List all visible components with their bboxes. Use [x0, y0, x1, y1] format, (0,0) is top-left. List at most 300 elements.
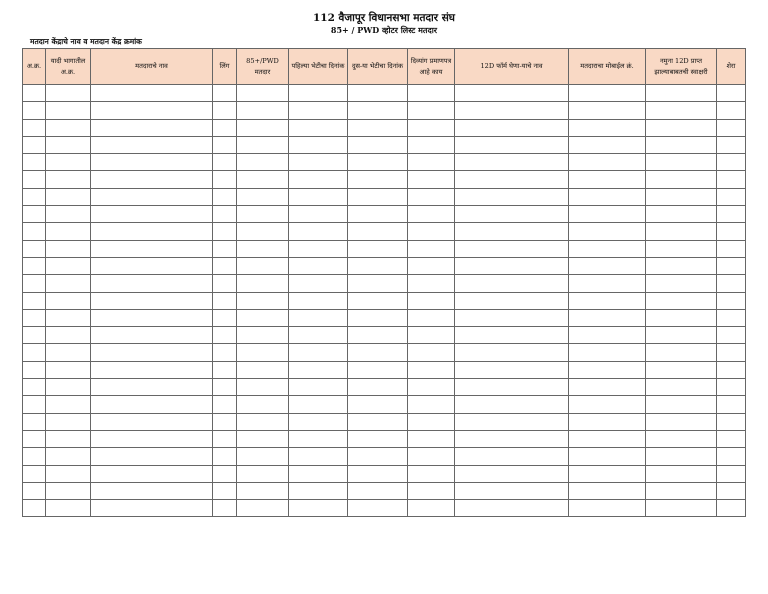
table-cell[interactable]	[289, 465, 348, 482]
table-cell[interactable]	[237, 275, 289, 292]
table-cell[interactable]	[213, 223, 237, 240]
table-cell[interactable]	[23, 257, 46, 274]
table-cell[interactable]	[348, 413, 408, 430]
table-cell[interactable]	[91, 223, 213, 240]
table-cell[interactable]	[717, 448, 746, 465]
table-cell[interactable]	[46, 136, 91, 153]
table-cell[interactable]	[237, 171, 289, 188]
table-cell[interactable]	[289, 154, 348, 171]
table-cell[interactable]	[348, 119, 408, 136]
table-cell[interactable]	[408, 500, 455, 517]
table-cell[interactable]	[646, 309, 717, 326]
table-cell[interactable]	[213, 430, 237, 447]
table-cell[interactable]	[646, 292, 717, 309]
table-cell[interactable]	[455, 292, 569, 309]
table-cell[interactable]	[408, 396, 455, 413]
table-cell[interactable]	[213, 361, 237, 378]
table-cell[interactable]	[569, 102, 646, 119]
table-cell[interactable]	[348, 154, 408, 171]
table-cell[interactable]	[348, 257, 408, 274]
table-cell[interactable]	[91, 154, 213, 171]
table-cell[interactable]	[408, 292, 455, 309]
table-cell[interactable]	[569, 379, 646, 396]
table-cell[interactable]	[289, 171, 348, 188]
table-cell[interactable]	[289, 500, 348, 517]
table-cell[interactable]	[23, 102, 46, 119]
table-cell[interactable]	[23, 379, 46, 396]
table-cell[interactable]	[569, 223, 646, 240]
table-cell[interactable]	[237, 379, 289, 396]
table-cell[interactable]	[289, 240, 348, 257]
table-cell[interactable]	[91, 430, 213, 447]
table-cell[interactable]	[569, 448, 646, 465]
table-cell[interactable]	[455, 257, 569, 274]
table-cell[interactable]	[348, 171, 408, 188]
table-cell[interactable]	[91, 482, 213, 499]
table-cell[interactable]	[46, 448, 91, 465]
table-cell[interactable]	[455, 309, 569, 326]
table-cell[interactable]	[46, 206, 91, 223]
table-cell[interactable]	[408, 448, 455, 465]
table-cell[interactable]	[213, 119, 237, 136]
table-cell[interactable]	[91, 240, 213, 257]
table-cell[interactable]	[348, 275, 408, 292]
table-cell[interactable]	[91, 500, 213, 517]
table-cell[interactable]	[717, 206, 746, 223]
table-cell[interactable]	[289, 206, 348, 223]
table-cell[interactable]	[46, 257, 91, 274]
table-cell[interactable]	[717, 240, 746, 257]
table-cell[interactable]	[569, 136, 646, 153]
table-cell[interactable]	[91, 171, 213, 188]
table-cell[interactable]	[23, 240, 46, 257]
table-cell[interactable]	[646, 85, 717, 102]
table-cell[interactable]	[717, 119, 746, 136]
table-cell[interactable]	[213, 344, 237, 361]
table-cell[interactable]	[23, 85, 46, 102]
table-cell[interactable]	[408, 240, 455, 257]
table-cell[interactable]	[348, 206, 408, 223]
table-cell[interactable]	[213, 275, 237, 292]
table-cell[interactable]	[23, 223, 46, 240]
table-cell[interactable]	[213, 102, 237, 119]
table-cell[interactable]	[213, 379, 237, 396]
table-cell[interactable]	[46, 327, 91, 344]
table-cell[interactable]	[455, 430, 569, 447]
table-cell[interactable]	[46, 465, 91, 482]
table-cell[interactable]	[289, 361, 348, 378]
table-cell[interactable]	[289, 448, 348, 465]
table-cell[interactable]	[455, 500, 569, 517]
table-cell[interactable]	[23, 448, 46, 465]
table-cell[interactable]	[408, 482, 455, 499]
table-cell[interactable]	[213, 396, 237, 413]
table-cell[interactable]	[289, 482, 348, 499]
table-cell[interactable]	[646, 223, 717, 240]
table-cell[interactable]	[646, 240, 717, 257]
table-cell[interactable]	[455, 413, 569, 430]
table-cell[interactable]	[348, 482, 408, 499]
table-cell[interactable]	[455, 465, 569, 482]
table-cell[interactable]	[237, 292, 289, 309]
table-cell[interactable]	[455, 482, 569, 499]
table-cell[interactable]	[646, 500, 717, 517]
table-cell[interactable]	[23, 500, 46, 517]
table-cell[interactable]	[213, 465, 237, 482]
table-cell[interactable]	[289, 292, 348, 309]
table-cell[interactable]	[348, 327, 408, 344]
table-cell[interactable]	[91, 85, 213, 102]
table-cell[interactable]	[237, 119, 289, 136]
table-cell[interactable]	[646, 188, 717, 205]
table-cell[interactable]	[569, 257, 646, 274]
table-cell[interactable]	[569, 275, 646, 292]
table-cell[interactable]	[91, 292, 213, 309]
table-cell[interactable]	[237, 136, 289, 153]
table-cell[interactable]	[569, 430, 646, 447]
table-cell[interactable]	[23, 171, 46, 188]
table-cell[interactable]	[646, 396, 717, 413]
table-cell[interactable]	[646, 448, 717, 465]
table-cell[interactable]	[717, 361, 746, 378]
table-cell[interactable]	[46, 344, 91, 361]
table-cell[interactable]	[46, 500, 91, 517]
table-cell[interactable]	[455, 344, 569, 361]
table-cell[interactable]	[46, 188, 91, 205]
table-cell[interactable]	[237, 223, 289, 240]
table-cell[interactable]	[348, 344, 408, 361]
table-cell[interactable]	[46, 379, 91, 396]
table-cell[interactable]	[213, 136, 237, 153]
table-cell[interactable]	[91, 188, 213, 205]
table-cell[interactable]	[237, 344, 289, 361]
table-cell[interactable]	[289, 413, 348, 430]
table-cell[interactable]	[646, 344, 717, 361]
table-cell[interactable]	[213, 206, 237, 223]
table-cell[interactable]	[455, 154, 569, 171]
table-cell[interactable]	[237, 154, 289, 171]
table-cell[interactable]	[91, 206, 213, 223]
table-cell[interactable]	[408, 188, 455, 205]
table-cell[interactable]	[569, 361, 646, 378]
table-cell[interactable]	[408, 206, 455, 223]
table-cell[interactable]	[213, 257, 237, 274]
table-cell[interactable]	[237, 430, 289, 447]
table-cell[interactable]	[91, 257, 213, 274]
table-cell[interactable]	[91, 102, 213, 119]
table-cell[interactable]	[213, 188, 237, 205]
table-cell[interactable]	[237, 206, 289, 223]
table-cell[interactable]	[569, 396, 646, 413]
table-cell[interactable]	[91, 327, 213, 344]
table-cell[interactable]	[23, 119, 46, 136]
table-cell[interactable]	[455, 275, 569, 292]
table-cell[interactable]	[237, 482, 289, 499]
table-cell[interactable]	[289, 396, 348, 413]
table-cell[interactable]	[91, 119, 213, 136]
table-cell[interactable]	[237, 309, 289, 326]
table-cell[interactable]	[569, 309, 646, 326]
table-cell[interactable]	[46, 85, 91, 102]
table-cell[interactable]	[23, 344, 46, 361]
table-cell[interactable]	[569, 344, 646, 361]
table-cell[interactable]	[717, 327, 746, 344]
table-cell[interactable]	[23, 275, 46, 292]
table-cell[interactable]	[646, 327, 717, 344]
table-cell[interactable]	[408, 309, 455, 326]
table-cell[interactable]	[23, 292, 46, 309]
table-cell[interactable]	[46, 396, 91, 413]
table-cell[interactable]	[717, 465, 746, 482]
table-cell[interactable]	[646, 154, 717, 171]
table-cell[interactable]	[348, 309, 408, 326]
table-cell[interactable]	[569, 292, 646, 309]
table-cell[interactable]	[23, 465, 46, 482]
table-cell[interactable]	[408, 154, 455, 171]
table-cell[interactable]	[408, 361, 455, 378]
table-cell[interactable]	[455, 102, 569, 119]
table-cell[interactable]	[717, 430, 746, 447]
table-cell[interactable]	[348, 240, 408, 257]
table-cell[interactable]	[289, 257, 348, 274]
table-cell[interactable]	[569, 119, 646, 136]
table-cell[interactable]	[455, 361, 569, 378]
table-cell[interactable]	[646, 102, 717, 119]
table-cell[interactable]	[213, 327, 237, 344]
table-cell[interactable]	[348, 188, 408, 205]
table-cell[interactable]	[348, 223, 408, 240]
table-cell[interactable]	[23, 430, 46, 447]
table-cell[interactable]	[717, 171, 746, 188]
table-cell[interactable]	[46, 292, 91, 309]
table-cell[interactable]	[455, 119, 569, 136]
table-cell[interactable]	[348, 500, 408, 517]
table-cell[interactable]	[348, 465, 408, 482]
table-cell[interactable]	[569, 188, 646, 205]
table-cell[interactable]	[213, 309, 237, 326]
table-cell[interactable]	[91, 309, 213, 326]
table-cell[interactable]	[455, 327, 569, 344]
table-cell[interactable]	[408, 85, 455, 102]
table-cell[interactable]	[46, 171, 91, 188]
table-cell[interactable]	[717, 309, 746, 326]
table-cell[interactable]	[46, 482, 91, 499]
table-cell[interactable]	[213, 413, 237, 430]
table-cell[interactable]	[23, 361, 46, 378]
table-cell[interactable]	[289, 309, 348, 326]
table-cell[interactable]	[91, 396, 213, 413]
table-cell[interactable]	[46, 361, 91, 378]
table-cell[interactable]	[646, 430, 717, 447]
table-cell[interactable]	[23, 413, 46, 430]
table-cell[interactable]	[717, 188, 746, 205]
table-cell[interactable]	[717, 482, 746, 499]
table-cell[interactable]	[408, 465, 455, 482]
table-cell[interactable]	[455, 396, 569, 413]
table-cell[interactable]	[717, 154, 746, 171]
table-cell[interactable]	[455, 240, 569, 257]
table-cell[interactable]	[91, 448, 213, 465]
table-cell[interactable]	[213, 500, 237, 517]
table-cell[interactable]	[237, 448, 289, 465]
table-cell[interactable]	[46, 154, 91, 171]
table-cell[interactable]	[46, 102, 91, 119]
table-cell[interactable]	[289, 188, 348, 205]
table-cell[interactable]	[91, 413, 213, 430]
table-cell[interactable]	[213, 154, 237, 171]
table-cell[interactable]	[237, 327, 289, 344]
table-cell[interactable]	[717, 85, 746, 102]
table-cell[interactable]	[569, 85, 646, 102]
table-cell[interactable]	[455, 188, 569, 205]
table-cell[interactable]	[23, 136, 46, 153]
table-cell[interactable]	[569, 206, 646, 223]
table-cell[interactable]	[289, 136, 348, 153]
table-cell[interactable]	[23, 396, 46, 413]
table-cell[interactable]	[646, 482, 717, 499]
table-cell[interactable]	[717, 136, 746, 153]
table-cell[interactable]	[289, 379, 348, 396]
table-cell[interactable]	[237, 500, 289, 517]
table-cell[interactable]	[289, 119, 348, 136]
table-cell[interactable]	[91, 136, 213, 153]
table-cell[interactable]	[455, 379, 569, 396]
table-cell[interactable]	[348, 430, 408, 447]
table-cell[interactable]	[717, 257, 746, 274]
table-cell[interactable]	[646, 379, 717, 396]
table-cell[interactable]	[237, 361, 289, 378]
table-cell[interactable]	[717, 102, 746, 119]
table-cell[interactable]	[646, 465, 717, 482]
table-cell[interactable]	[408, 344, 455, 361]
table-cell[interactable]	[717, 292, 746, 309]
table-cell[interactable]	[408, 136, 455, 153]
table-cell[interactable]	[46, 223, 91, 240]
table-cell[interactable]	[46, 430, 91, 447]
table-cell[interactable]	[46, 240, 91, 257]
table-cell[interactable]	[408, 379, 455, 396]
table-cell[interactable]	[717, 500, 746, 517]
table-cell[interactable]	[717, 413, 746, 430]
table-cell[interactable]	[717, 396, 746, 413]
table-cell[interactable]	[408, 102, 455, 119]
table-cell[interactable]	[408, 413, 455, 430]
table-cell[interactable]	[408, 275, 455, 292]
table-cell[interactable]	[91, 379, 213, 396]
table-cell[interactable]	[455, 223, 569, 240]
table-cell[interactable]	[717, 379, 746, 396]
table-cell[interactable]	[646, 257, 717, 274]
table-cell[interactable]	[717, 344, 746, 361]
table-cell[interactable]	[455, 136, 569, 153]
table-cell[interactable]	[717, 275, 746, 292]
table-cell[interactable]	[213, 85, 237, 102]
table-cell[interactable]	[289, 102, 348, 119]
table-cell[interactable]	[289, 344, 348, 361]
table-cell[interactable]	[23, 206, 46, 223]
table-cell[interactable]	[455, 448, 569, 465]
table-cell[interactable]	[646, 361, 717, 378]
table-cell[interactable]	[289, 275, 348, 292]
table-cell[interactable]	[348, 361, 408, 378]
table-cell[interactable]	[91, 344, 213, 361]
table-cell[interactable]	[46, 119, 91, 136]
table-cell[interactable]	[46, 309, 91, 326]
table-cell[interactable]	[569, 171, 646, 188]
table-cell[interactable]	[408, 223, 455, 240]
table-cell[interactable]	[408, 119, 455, 136]
table-cell[interactable]	[408, 257, 455, 274]
table-cell[interactable]	[348, 396, 408, 413]
table-cell[interactable]	[348, 85, 408, 102]
table-cell[interactable]	[213, 292, 237, 309]
table-cell[interactable]	[646, 136, 717, 153]
table-cell[interactable]	[91, 275, 213, 292]
table-cell[interactable]	[237, 85, 289, 102]
table-cell[interactable]	[289, 327, 348, 344]
table-cell[interactable]	[237, 188, 289, 205]
table-cell[interactable]	[289, 430, 348, 447]
table-cell[interactable]	[23, 154, 46, 171]
table-cell[interactable]	[213, 240, 237, 257]
table-cell[interactable]	[237, 240, 289, 257]
table-cell[interactable]	[237, 257, 289, 274]
table-cell[interactable]	[408, 327, 455, 344]
table-cell[interactable]	[408, 430, 455, 447]
table-cell[interactable]	[569, 465, 646, 482]
table-cell[interactable]	[289, 223, 348, 240]
table-cell[interactable]	[23, 327, 46, 344]
table-cell[interactable]	[23, 309, 46, 326]
table-cell[interactable]	[91, 465, 213, 482]
table-cell[interactable]	[237, 413, 289, 430]
table-cell[interactable]	[348, 136, 408, 153]
table-cell[interactable]	[213, 448, 237, 465]
table-cell[interactable]	[213, 171, 237, 188]
table-cell[interactable]	[455, 206, 569, 223]
table-cell[interactable]	[646, 275, 717, 292]
table-cell[interactable]	[569, 413, 646, 430]
table-cell[interactable]	[23, 482, 46, 499]
table-cell[interactable]	[646, 119, 717, 136]
table-cell[interactable]	[46, 275, 91, 292]
table-cell[interactable]	[237, 102, 289, 119]
table-cell[interactable]	[646, 171, 717, 188]
table-cell[interactable]	[289, 85, 348, 102]
table-cell[interactable]	[237, 465, 289, 482]
table-cell[interactable]	[569, 327, 646, 344]
table-cell[interactable]	[408, 171, 455, 188]
table-cell[interactable]	[569, 240, 646, 257]
table-cell[interactable]	[646, 413, 717, 430]
table-cell[interactable]	[213, 482, 237, 499]
table-cell[interactable]	[569, 500, 646, 517]
table-cell[interactable]	[646, 206, 717, 223]
table-cell[interactable]	[455, 85, 569, 102]
table-cell[interactable]	[569, 482, 646, 499]
table-cell[interactable]	[46, 413, 91, 430]
table-cell[interactable]	[237, 396, 289, 413]
table-cell[interactable]	[455, 171, 569, 188]
table-cell[interactable]	[717, 223, 746, 240]
table-cell[interactable]	[569, 154, 646, 171]
table-cell[interactable]	[91, 361, 213, 378]
table-cell[interactable]	[23, 188, 46, 205]
table-cell[interactable]	[348, 448, 408, 465]
table-cell[interactable]	[348, 102, 408, 119]
table-cell[interactable]	[348, 292, 408, 309]
table-cell[interactable]	[348, 379, 408, 396]
